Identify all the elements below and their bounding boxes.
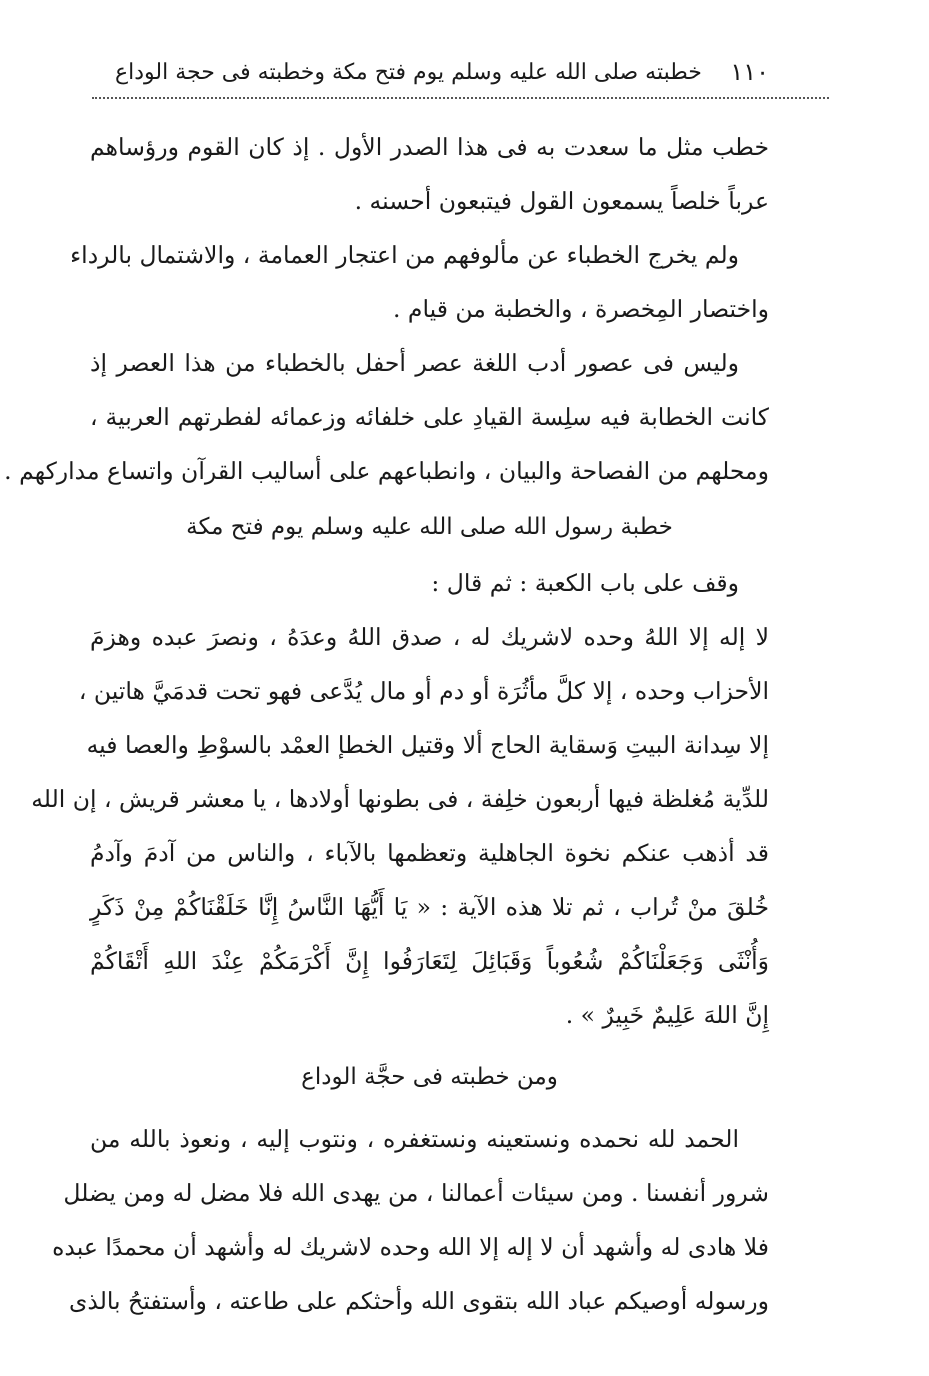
text-line: إِنَّ اللهَ عَلِيمٌ خَبِيرٌ » . xyxy=(565,1001,769,1029)
text-line: وليس فى عصور أدب اللغة عصر أحفل بالخطباء من هذا العصر إذ xyxy=(90,349,739,377)
text-line: عرباً خلصاً يسمعون القول فيتبعون أحسنه . xyxy=(354,187,769,215)
text-line: وقف على باب الكعبة : ثم قال : xyxy=(431,569,739,597)
page-number: ١١٠ xyxy=(730,58,769,86)
section-heading-fath-makka: خطبة رسول الله صلى الله عليه وسلم يوم فتح مكة xyxy=(186,514,673,540)
text-line: إلا سِدانة البيتِ وَسقاية الحاج ألا وقتيل الخطإ العمْد بالسوْطِ والعصا فيه xyxy=(86,731,769,759)
text-line: ومحلهم من الفصاحة والبيان ، وانطباعهم على أساليب القرآن واتساع مداركهم . xyxy=(4,457,769,485)
text-line: فلا هادى له وأشهد أن لا إله إلا الله وحده لاشريك له وأشهد أن محمدًا عبده xyxy=(52,1233,769,1261)
text-line: ولم يخرج الخطباء عن مألوفهم من اعتجار العمامة ، والاشتمال بالرداء xyxy=(70,241,739,269)
header-rule xyxy=(92,97,829,99)
text-line: خُلقَ منْ تُراب ، ثم تلا هذه الآية : « يَا أَيُّهَا النَّاسُ إِنَّا خَلَقْنَاكُمْ مِنْ ذَكَرٍ xyxy=(90,893,769,921)
text-line: ورسوله أوصيكم عباد الله بتقوى الله وأحثكم على طاعته ، وأستفتحُ بالذى xyxy=(69,1287,769,1315)
text-line: للدِّية مُغلظة فيها أربعون خلِفة ، فى بطونها أولادها ، يا معشر قريش ، إن الله xyxy=(31,785,769,813)
text-line: شرور أنفسنا . ومن سيئات أعمالنا ، من يهدى الله فلا مضل له ومن يضلل xyxy=(63,1179,769,1207)
text-line: خطب مثل ما سعدت به فى هذا الصدر الأول . إذ كان القوم ورؤساهم xyxy=(90,133,769,161)
running-title: خطبته صلى الله عليه وسلم يوم فتح مكة وخطبته فى حجة الوداع xyxy=(115,59,702,85)
text-line: واختصار المِخصرة ، والخطبة من قيام . xyxy=(392,295,769,323)
text-line: لا إله إلا اللهُ وحده لاشريك له ، صدق اللهُ وعدَهُ ، ونصرَ عبده وهزمَ xyxy=(90,623,769,651)
text-line: وَأُنْثَى وَجَعَلْنَاكُمْ شُعُوباً وَقَبَائِلَ لِتَعَارَفُوا إِنَّ أَكْرَمَكُمْ عِنْدَ اللهِ أَتْقَاكُمْ xyxy=(90,947,769,975)
section-heading-hajjat-al-wada: ومن خطبته فى حجَّة الوداع xyxy=(301,1064,558,1090)
page-body xyxy=(4,120,769,1328)
text-line: الأحزاب وحده ، إلا كلَّ مأثُرَة أو دم أو مال يُدَّعى فهو تحت قدمَيَّ هاتين ، xyxy=(78,677,769,705)
text-line: الحمد لله نحمده ونستعينه ونستغفره ، ونتوب إليه ، ونعوذ بالله من xyxy=(90,1125,739,1153)
text-line: كانت الخطابة فيه سلِسة القيادِ على خلفائه وزعمائه لفطرتهم العربية ، xyxy=(90,403,769,431)
page-header xyxy=(115,52,769,92)
text-line: قد أذهب عنكم نخوة الجاهلية وتعظمها بالآباء ، والناس من آدمَ وآدمُ xyxy=(90,839,769,867)
